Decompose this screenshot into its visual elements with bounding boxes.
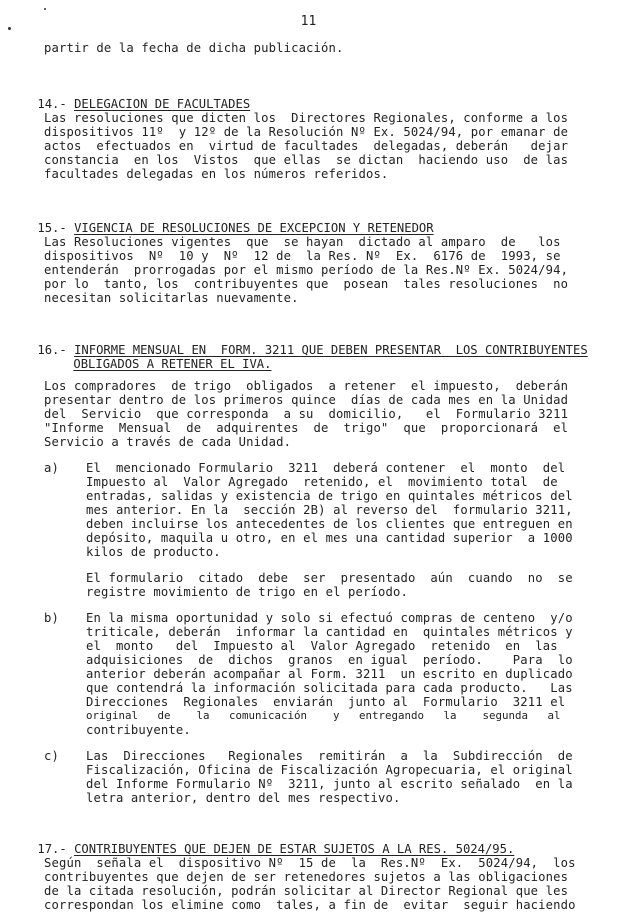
paragraph-line: El formulario citado debe ser presentado aún cuando no se [86,571,573,585]
paragraph-line: Las resoluciones que dicten los Directores Regionales, conforme a los [44,111,569,125]
paragraph-line: el monto del Impuesto al Valor Agregado retenido en las [86,639,558,653]
paragraph-line: letra anterior, dentro del mes respectivo. [86,791,401,805]
list-label: c) [44,749,59,763]
paragraph-line: contribuyente. [86,723,191,737]
paragraph-line: deben incluirse los antecedentes de los clientes que entreguen en [86,517,573,531]
paragraph-line: Las Direcciones Regionales remitirán a la Subdirección de [86,749,573,763]
paragraph-line: dispositivos 11º y 12º de la Resolución Nº Ex. 5024/94, por emanar de [44,125,569,139]
paragraph-line: adquisiciones de dichos granos en igual período. Para lo [86,653,573,667]
intro-line: partir de la fecha de dicha publicación. [44,41,344,55]
section-title: DELEGACION DE FACULTADES [74,97,251,111]
section-number: 17.- [37,842,67,856]
paragraph-line: contribuyentes que dejen de ser retenedores sujetos a las obligaciones [44,870,569,884]
paragraph-line: actos efectuados en virtud de facultades delegadas, deberán dejar [44,139,569,153]
paragraph-line: registre movimiento de trigo en el período. [86,585,408,599]
paragraph-line: En la misma oportunidad y solo si efectuó compras de centeno y/o [86,611,573,625]
paragraph-line: mes anterior. En la sección 2B) al reverso del formulario 3211, [86,503,573,517]
section-title: VIGENCIA DE RESOLUCIONES DE EXCEPCION Y RETENEDOR [74,221,434,235]
section-number: 14.- [37,97,67,111]
paragraph-line: correspondan los elimine como tales, a fin de evitar seguir haciendo [44,898,576,912]
paragraph-line: kilos de producto. [86,545,221,559]
section-number: 16.- [37,343,67,357]
paragraph-line: Los compradores de trigo obligados a retener el impuesto, deberán [44,379,569,393]
paragraph-line: que contendrá la información solicitada para cada producto. Las [86,681,573,695]
paragraph-line: Impuesto al Valor Agregado retenido, el movimiento total de [86,475,558,489]
paragraph-line: anterior deberán acompañar al Form. 3211 un escrito en duplicado [86,667,573,681]
paragraph-line: Según señala el dispositivo Nº 15 de la Res.Nº Ex. 5024/94, los [44,856,576,870]
paragraph-line: Fiscalización, Oficina de Fiscalización Agropecuaria, el original [86,763,573,777]
list-label: b) [44,611,59,625]
section-title: OBLIGADOS A RETENER EL IVA. [73,357,272,371]
paragraph-line: "Informe Mensual de adquirentes de trigo" que proporcionará el [44,421,569,435]
section-title: CONTRIBUYENTES QUE DEJEN DE ESTAR SUJETOS A LA RES. 5024/95. [74,842,515,856]
paragraph-line: necesitan solicitarlas nuevamente. [44,291,299,305]
paragraph-line: Servicio a través de cada Unidad. [44,435,292,449]
section-title: INFORME MENSUAL EN FORM. 3211 QUE DEBEN PRESENTAR LOS CONTRIBUYENTES [74,343,588,357]
page-number: 11 [300,14,317,29]
paragraph-line: Direcciones Regionales enviarán junto al Formulario 3211 el [86,695,566,709]
paragraph-line: entenderán prorrogadas por el mismo período de la Res.Nº Ex. 5024/94, [44,263,569,277]
paragraph-line: facultades delegadas en los números referidos. [44,167,389,181]
paragraph-line: dispositivos Nº 10 y Nº 12 de la Res. Nº Ex. 6176 de 1993, se [44,249,561,263]
paragraph-line: triticale, deberán informar la cantidad en quintales métricos y [86,625,573,639]
paragraph-line: del Servicio que corresponda a su domicilio, el Formulario 3211 [44,407,569,421]
paragraph-line: presentar dentro de los primeros quince días de cada mes en la Unidad [44,393,569,407]
paragraph-line: constancia en los Vistos que ellas se dictan haciendo uso de las [44,153,569,167]
paragraph-line: entradas, salidas y existencia de trigo en quintales métricos del [86,489,573,503]
paragraph-line: original de la comunicación y entregando la segunda al [86,709,561,722]
paragraph-line: depósito, maquila u otro, en el mes una cantidad superior a 1000 [86,531,573,545]
paragraph-line: de la citada resolución, podrán solicitar al Director Regional que les [44,884,569,898]
paragraph-line: por lo tanto, los contribuyentes que posean tales resoluciones no [44,277,569,291]
section-number: 15.- [37,221,67,235]
paragraph-line: Las Resoluciones vigentes que se hayan dictado al amparo de los [44,235,561,249]
list-label: a) [44,461,59,475]
scan-mark [44,8,46,10]
paragraph-line: del Informe Formulario Nº 3211, junto al escrito señalado en la [86,777,573,791]
paragraph-line: El mencionado Formulario 3211 deberá contener el monto del [86,461,566,475]
